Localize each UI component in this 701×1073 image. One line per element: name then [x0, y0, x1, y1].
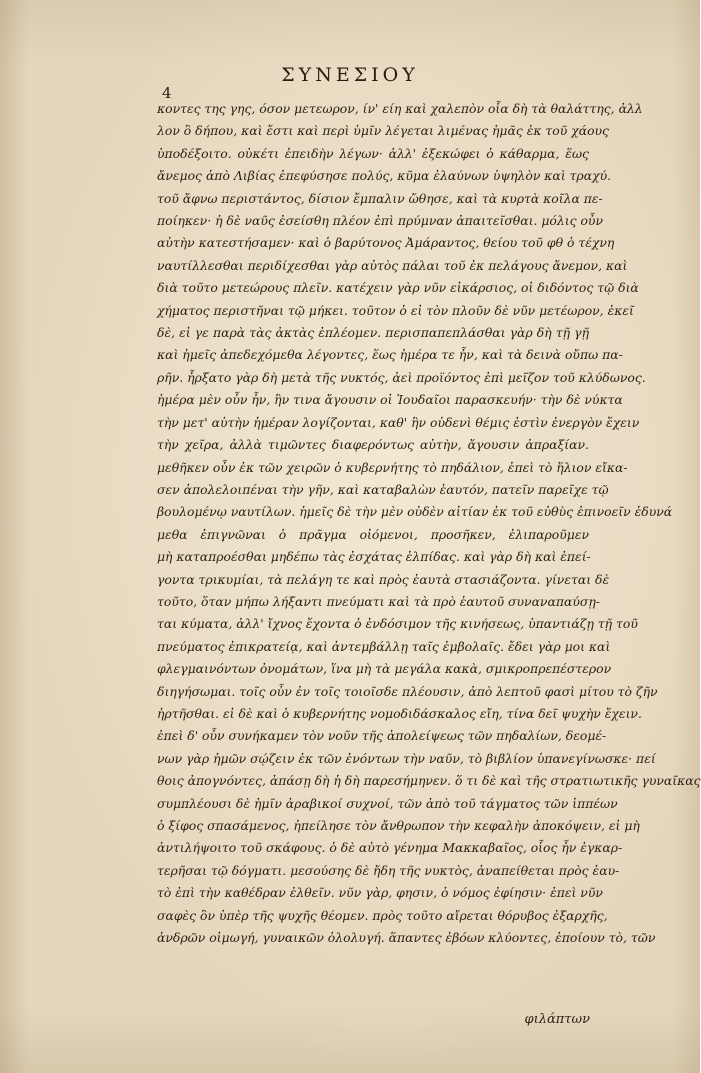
text-line: βουλομένῳ ναυτίλων. ἡμεῖς δὲ τὴν μὲν οὐδὲν αἰτίαν ἐκ τοῦ εὐθὺς ἐπινοεῖν ἐδυνά	[157, 504, 673, 520]
text-line: ἄνεμος ἀπὸ Λιβίας ἐπεφύσησε πολύς, κῦμα ἐλαύνων ὑψηλὸν καὶ τραχύ.	[157, 168, 612, 184]
text-line: πνεύματος ἐπικρατείᾳ, καὶ ἀντεμβάλλῃ ταῖς ἐμβολαῖς. ἔδει γὰρ μοι καὶ	[157, 638, 611, 654]
text-line: δὲ, εἰ γε παρὰ τὰς ἀκτὰς ἐπλέομεν. περισπαπεπλάσθαι γὰρ δὴ τῇ γῇ	[157, 325, 589, 341]
text-line: ἀντιλήψοιτο τοῦ σκάφους. ὁ δὲ αὐτὸ γένημα Μακκαβαῖος, οἷος ἦν ἐγκαρ-	[157, 840, 623, 856]
text-line: διηγήσωμαι. τοῖς οὖν ἐν τοῖς τοιοῖσδε πλέουσιν, ἀπὸ λεπτοῦ φασὶ μίτου τὸ ζῆν	[157, 683, 658, 699]
text-line: ἠρτῆσθαι. εἰ δὲ καὶ ὁ κυβερνήτης νομοδιδάσκαλος εἴη, τίνα δεῖ ψυχὴν ἔχειν.	[157, 705, 642, 721]
text-line: τὴν μετ' αὐτὴν ἡμέραν λογίζονται, καθ' ἣν οὐδενὶ θέμις ἐστὶν ἐνεργὸν ἔχειν	[157, 414, 640, 430]
text-line: κοντες της γης, όσον μετεωρον, ίν' είη καὶ χαλεπὸν οἷα δὴ τὰ θαλάττης, ἀλλ	[157, 101, 643, 116]
text-line: διὰ τοῦτο μετεώρους πλεῖν. κατέχειν γὰρ νῦν εἰκάρσιος, οἱ διδόντος τῷ διὰ	[157, 280, 639, 296]
text-line: ἐπεὶ δ' οὖν συνήκαμεν τὸν νοῦν τῆς ἀπολείψεως τῶν πηδαλίων, δεομέ-	[157, 728, 607, 744]
text-line: καὶ ἡμεῖς ἀπεδεχόμεθα λέγοντες, ἕως ἡμέρα τε ἦν, καὶ τὰ δεινὰ οὔπω πα-	[157, 347, 623, 363]
text-line: ται κύματα, ἀλλ' ἴχνος ἔχοντα ὁ ἐνδόσιμον τῆς κινήσεως, ὑπαντιάζῃ τῇ τοῦ	[157, 616, 638, 632]
text-line: ὑποδέξοιτο. οὐκέτι ἐπειδὴν λέγων· ἀλλ' ἐξεκώφει ὁ κάθαρμα, ἕως	[157, 145, 589, 161]
text-line: λον ὃ δήπου, καὶ ἔστι καὶ περὶ ὑμῖν λέγεται λιμένας ἡμᾶς ἐκ τοῦ χάους	[157, 123, 609, 139]
text-line: ναυτίλλεσθαι περιδίχεσθαι γὰρ αὐτὸς πάλαι τοῦ ἐκ πελάγους ἄνεμον, καὶ	[157, 257, 628, 273]
text-line: ποίηκεν· ἡ δὲ ναῦς ἐσείσθη πλέον ἐπὶ πρύμναν ἀπαιτεῖσθαι. μόλις οὖν	[157, 213, 603, 229]
text-line: συμπλέουσι δὲ ἡμῖν ἀραβικοί συχνοί, τῶν ἀπὸ τοῦ τάγματος τῶν ἱππέων	[157, 795, 618, 811]
text-line: μεθα ἐπιγνῶναι ὁ πρᾶγμα οἰόμενοι, προσῆκεν, ἐλιπαροῦμεν	[157, 526, 589, 542]
running-header: ΣΥΝΕΣΙΟΥ	[281, 64, 419, 86]
text-line: σεν ἀπολελοιπέναι τὴν γῆν, καὶ καταβαλὼν ἑαυτόν, πατεῖν παρεῖχε τῷ	[157, 481, 609, 497]
text-line: θοις ἀπογνόντες, ἀπάσῃ δὴ ἡ δὴ παρεσήμηνεν. ὅ τι δὲ καὶ τῆς στρατιωτικῆς γυναῖκας	[157, 773, 701, 789]
text-line: μεθῆκεν οὖν ἐκ τῶν χειρῶν ὁ κυβερνήτης τὸ πηδάλιον, ἐπεὶ τὸ ἥλιον εἴκα-	[157, 459, 628, 475]
text-line: ὁ ξίφος σπασάμενος, ἠπείλησε τὸν ἄνθρωπον τὴν κεφαλὴν ἀποκόψειν, εἰ μὴ	[157, 818, 640, 833]
text-line: ἀνδρῶν οἰμωγή, γυναικῶν ὀλολυγή. ἅπαντες ἐβόων κλύοντες, ἐποίουν τὸ, τῶν	[157, 930, 656, 946]
text-line: τερῆσαι τῷ δόγματι. μεσούσης δὲ ἤδη τῆς νυκτὸς, ἀναπείθεται πρὸς ἑαυ-	[157, 862, 620, 878]
text-line: ἡμέρα μὲν οὖν ἦν, ἣν τινα ἄγουσιν οἱ Ἰουδαῖοι παρασκευήν· τὴν δὲ νύκτα	[157, 392, 623, 408]
text-line: τοῦτο, ὅταν μήπω λήξαντι πνεύματι καὶ τὰ πρὸ ἑαυτοῦ συναναπαύσῃ-	[157, 593, 600, 609]
text-line: μὴ καταπροέσθαι μηδέπω τὰς ἐσχάτας ἐλπίδας. καὶ γὰρ δὴ καὶ ἐπεί-	[157, 549, 591, 565]
catchword: φιλάπτων	[524, 1012, 590, 1027]
text-line: σαφὲς ὂν ὑπὲρ τῆς ψυχῆς θέομεν. πρὸς τοῦτο αἴρεται θόρυβος ἐξαρχῆς,	[157, 907, 608, 923]
text-line: τοῦ ἄφνω περιστάντος, δίσιον ἔμπαλιν ὤθησε, καὶ τὰ κυρτὰ κοῖλα πε-	[157, 190, 603, 206]
text-line: ρῆν. ἦρξατο γὰρ δὴ μετὰ τῆς νυκτός, ἀεὶ προϊόντος ἐπὶ μεῖζον τοῦ κλύδωνος.	[157, 369, 646, 385]
text-line: γοντα τρικυμίαι, τὰ πελάγη τε καὶ πρὸς ἑαυτὰ στασιάζοντα. γίνεται δὲ	[157, 571, 610, 587]
text-line: αὐτὴν κατεστήσαμεν· καὶ ὁ βαρύτονος Ἀμάραντος, θείου τοῦ φθ ὁ τέχνη	[157, 235, 615, 251]
text-line: νων γὰρ ἡμῶν σῴζειν ἐκ τῶν ἐνόντων τὴν ναῦν, τὸ βιβλίον ὑπανεγίνωσκε· πεί	[157, 750, 656, 766]
text-line: φλεγμαινόντων ὀνομάτων, ἵνα μὴ τὰ μεγάλα κακὰ, σμικροπρεπέστερον	[157, 661, 612, 677]
text-line: τὸ ἐπὶ τὴν καθέδραν ἐλθεῖν. νῦν γὰρ, φησιν, ὁ νόμος ἐφίησιν· ἐπεὶ νῦν	[157, 885, 603, 901]
page-number: 4	[162, 84, 172, 102]
body-text	[157, 98, 701, 949]
text-line: χήματος περιστῆναι τῷ μήκει. τοῦτον ὁ εἰ τὸν πλοῦν δὲ νῦν μετέωρον, ἐκεῖ	[157, 302, 634, 318]
text-line: τὴν χεῖρα, ἀλλὰ τιμῶντες διαφερόντως αὐτὴν, ἄγουσιν ἀπραξίαν.	[157, 437, 589, 453]
